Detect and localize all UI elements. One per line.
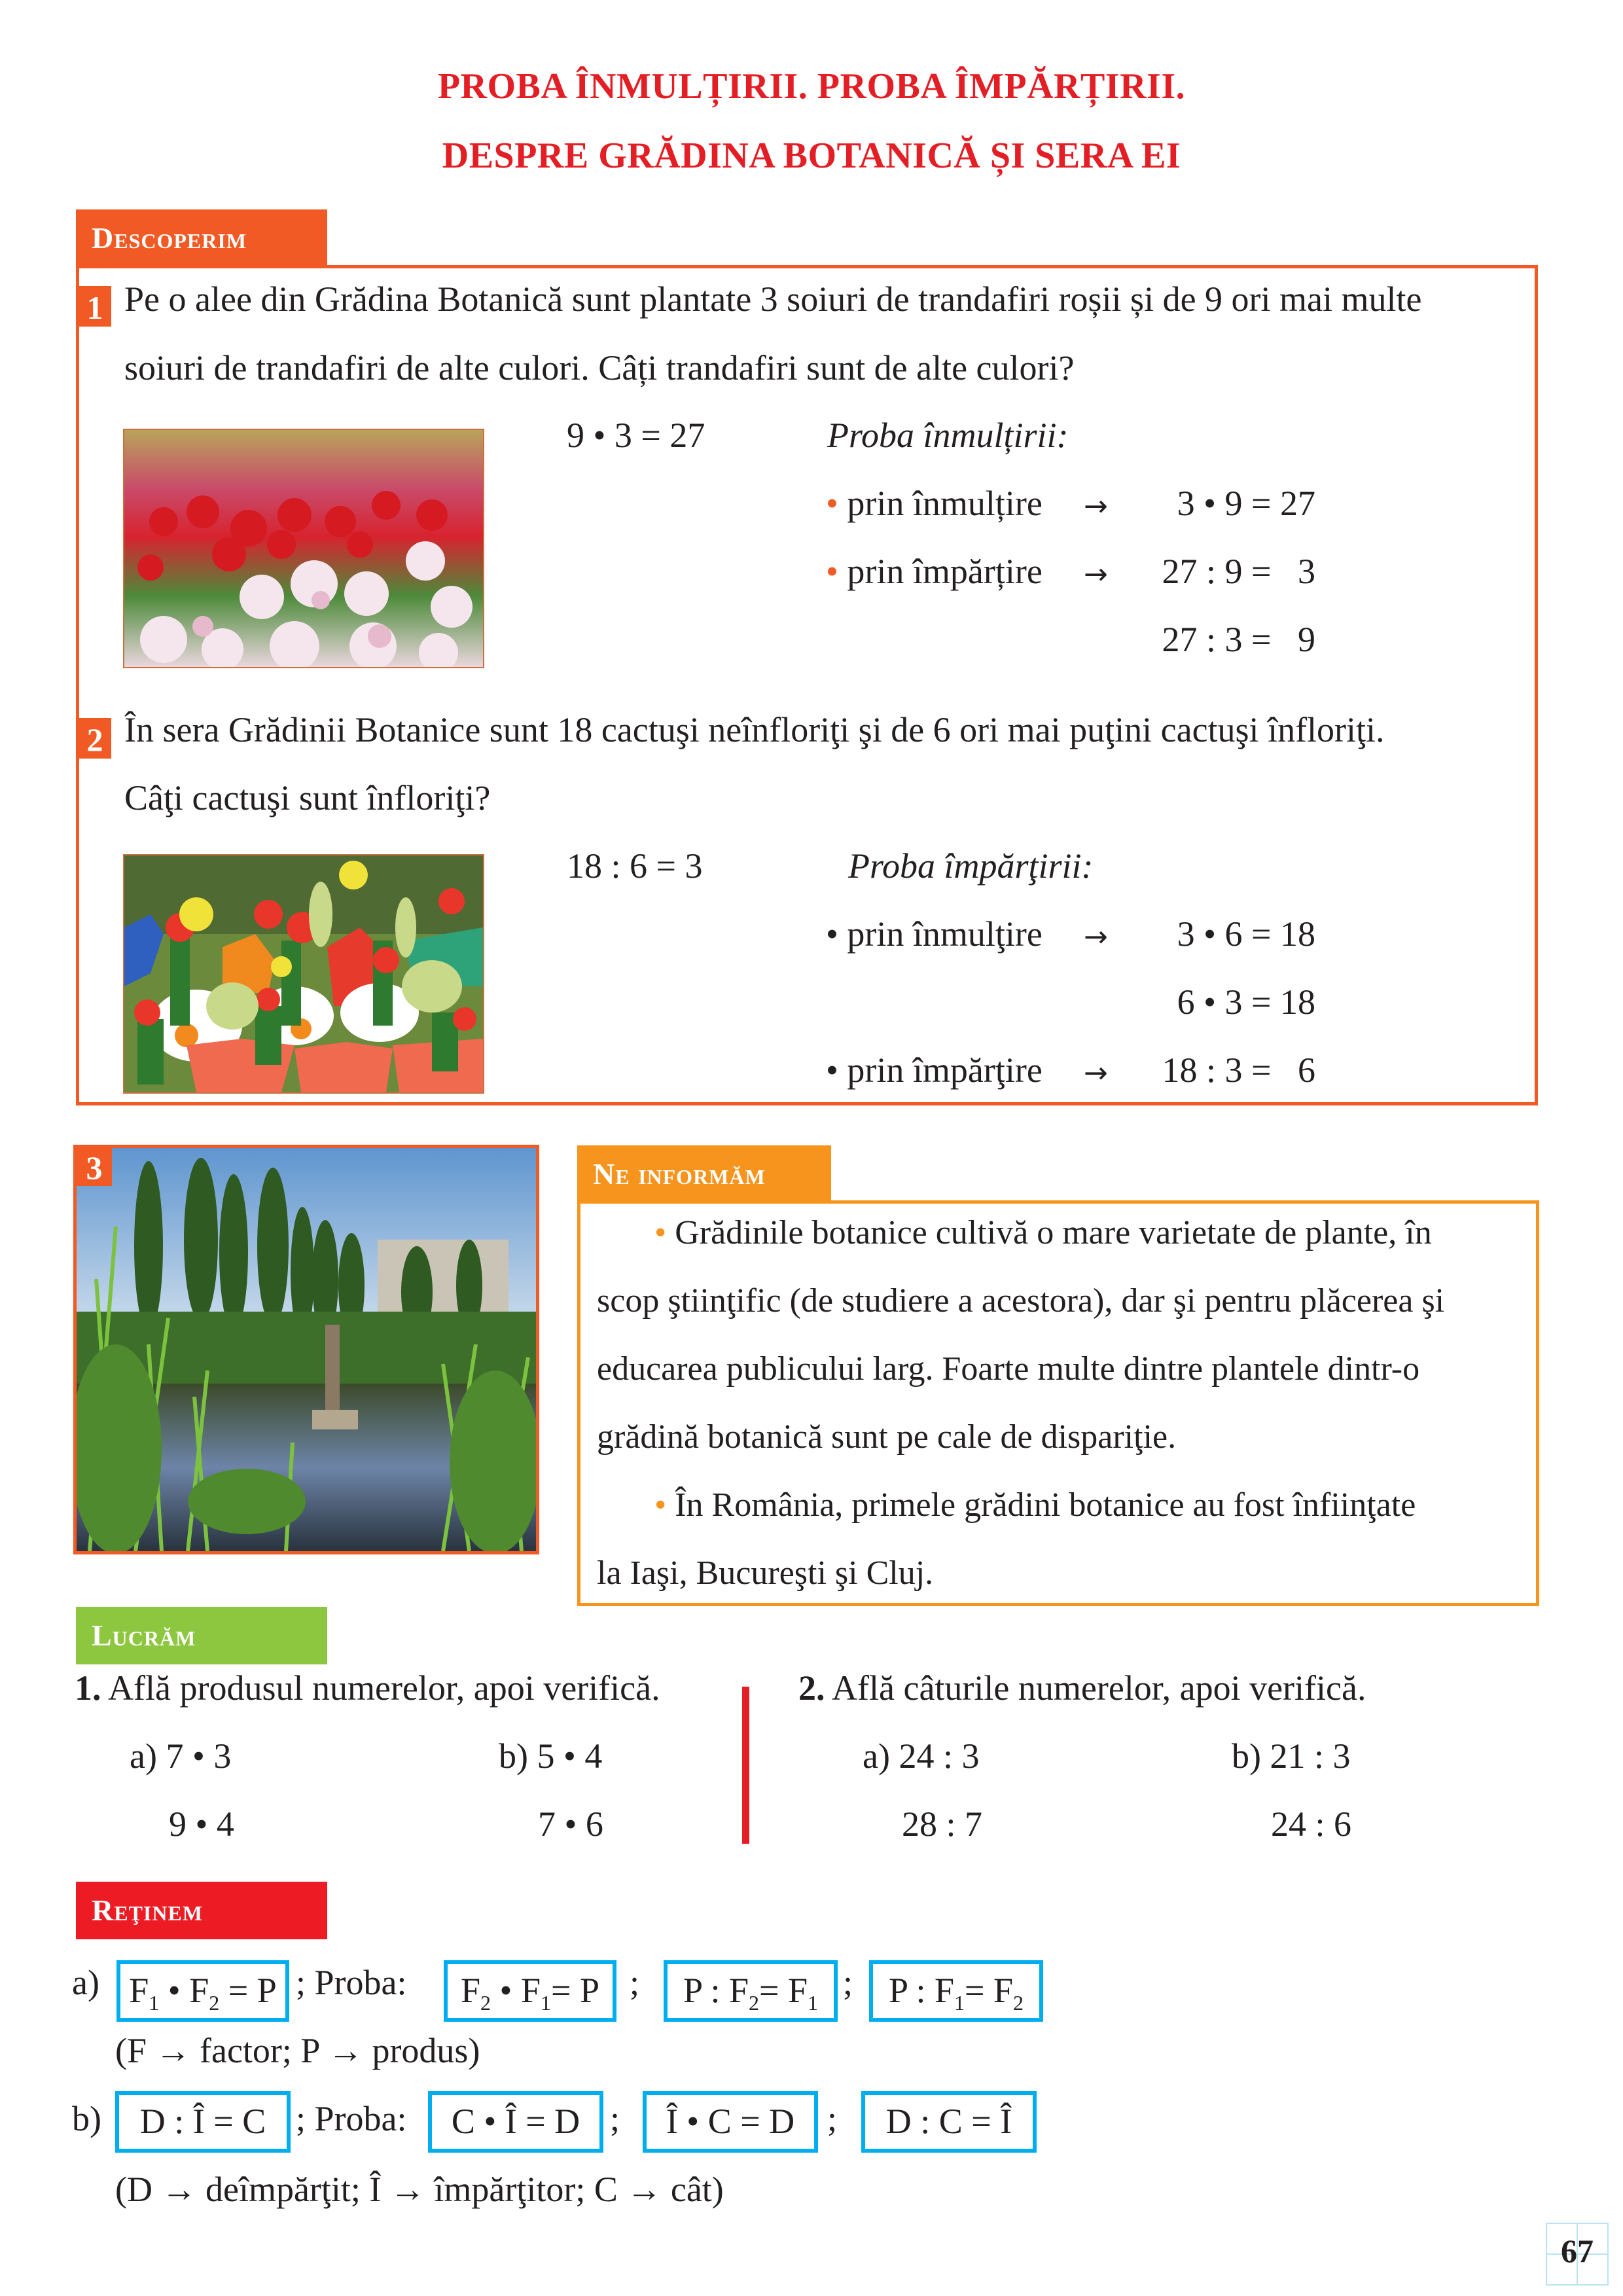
- retinem-b-legend: (D → deîmpărţit; Î → împărţitor; C → cât): [115, 2170, 724, 2209]
- formula-box-product: $F_1$ • $F_2 = P$: [116, 1960, 289, 2022]
- info-para-2-line-1: [654, 1488, 1416, 1522]
- problem-1-mult-check: [826, 486, 1043, 521]
- column-divider: [742, 1687, 749, 1844]
- arrow-right-icon: →: [1084, 558, 1108, 591]
- bullet-icon: •: [826, 914, 838, 954]
- separator: ;: [630, 1963, 640, 2002]
- info-text: În România, primele grădini botanice au fost înfiinţate: [675, 1486, 1416, 1524]
- exercise-1-b-item: 7 • 6: [538, 1804, 603, 1844]
- problem-2-text-line-1: În sera Grădinii Botanice sunt 18 cactuşi neînfloriţi şi de 6 ori mai puţini cactuşi înfloriţi.: [124, 710, 1385, 749]
- bullet-icon: •: [654, 1486, 675, 1524]
- exercise-2-b: [1232, 1738, 1351, 1774]
- arrow-right-icon: →: [1084, 1056, 1108, 1090]
- problem-1-div-label: prin împărțire: [847, 552, 1043, 591]
- retinem-a-proba-label: ; Proba:: [296, 1963, 407, 2002]
- exercise-1-prompt: [75, 1670, 660, 1706]
- botanical-garden-pond-photo: [73, 1145, 539, 1554]
- bullet-icon: •: [654, 1214, 675, 1251]
- retinem-a-legend: (F → factor; P → produs): [115, 2031, 480, 2070]
- separator: ;: [827, 2099, 838, 2138]
- problem-1-check-title: Proba înmulțirii:: [827, 416, 1069, 455]
- section-tag-lucram: Lucrăm: [76, 1607, 327, 1664]
- separator: ;: [610, 2099, 620, 2138]
- exercise-1-a-item: 7 • 3: [166, 1736, 232, 1776]
- problem-1-text-line-1: Pe o alee din Grădina Botanică sunt plantate 3 soiuri de trandafiri roșii și de 9 ori mai multe: [124, 279, 1422, 319]
- rose-garden-image: [124, 430, 483, 667]
- exercise-2-a: [863, 1738, 979, 1774]
- problem-2-solution: 18 : 6 = 3: [567, 846, 703, 886]
- problem-2-div-label: prin împărţire: [847, 1050, 1043, 1090]
- exercise-1-number: 1.: [75, 1668, 101, 1708]
- exercise-2-a-item: 28 : 7: [902, 1804, 983, 1844]
- exercise-2-text: Află câturile numerelor, apoi verifică.: [832, 1668, 1366, 1708]
- problem-1-badge: 1: [79, 286, 111, 327]
- exercise-2-a-item: 24 : 3: [899, 1736, 980, 1776]
- problem-1-div-check: [826, 554, 1043, 589]
- formula-box-divide-f1: P : $F_1= F_2$: [869, 1960, 1043, 2022]
- pond-image: [77, 1148, 536, 1551]
- problem-2-mult-check: [826, 916, 1043, 952]
- formula-box-quotient: D : Î = C: [115, 2091, 291, 2153]
- exercise-1-b-label: b): [499, 1736, 528, 1776]
- info-para-1-line-2: scop ştiinţific (de studiere a acestora), dar şi pentru plăcerea şi: [597, 1282, 1445, 1319]
- formula-box-divide-f2: P : $F_2= F_1$: [664, 1960, 838, 2022]
- section-tag-ne-informam: Ne informăm: [577, 1145, 831, 1203]
- info-para-1-line-3: educarea publicului larg. Foarte multe dintre plantele dintr-o: [597, 1350, 1420, 1388]
- arrow-right-icon: →: [1084, 920, 1108, 954]
- exercise-2-number: 2.: [798, 1668, 825, 1708]
- retinem-b-proba-label: ; Proba:: [296, 2099, 407, 2138]
- page-number: 67: [1561, 2233, 1594, 2269]
- section-tag-descoperim: Descoperim: [76, 209, 327, 267]
- exercise-1-text: Află produsul numerelor, apoi verifică.: [108, 1668, 660, 1708]
- exercise-2-a-label: a): [863, 1736, 890, 1776]
- problem-2-mult-eq-1: 3 • 6 = 18: [1177, 914, 1315, 954]
- problem-1-div-eq-2: 27 : 3 = 9: [1162, 620, 1315, 659]
- problem-1-mult-label: prin înmulțire: [847, 484, 1043, 523]
- exercise-1-a: [130, 1738, 231, 1774]
- exercise-1-b-item: 5 • 4: [537, 1736, 603, 1776]
- bullet-icon: •: [826, 552, 838, 591]
- problem-1-solution: 9 • 3 = 27: [567, 416, 705, 455]
- info-text: Grădinile botanice cultivă o mare varietate de plante, în: [675, 1214, 1432, 1251]
- rose-garden-photo: [123, 429, 484, 668]
- problem-1-text-line-2: soiuri de trandafiri de alte culori. Câți trandafiri sunt de alte culori?: [124, 348, 1075, 387]
- page-title-line-2: DESPRE GRĂDINA BOTANICĂ ȘI SERA EI: [442, 135, 1181, 176]
- info-para-2-line-2: la Iaşi, Bucureşti şi Cluj.: [597, 1554, 934, 1592]
- problem-1-mult-eq: 3 • 9 = 27: [1177, 484, 1315, 523]
- formula-box-check-mult-1: C • Î = D: [428, 2091, 603, 2153]
- exercise-2-b-item: 21 : 3: [1270, 1736, 1351, 1776]
- photo-3-badge: 3: [77, 1148, 112, 1186]
- formula-box-check-mult-2: Î • C = D: [643, 2091, 818, 2153]
- section-tag-retinem: Reţinem: [76, 1882, 327, 1939]
- problem-2-div-eq: 18 : 3 = 6: [1162, 1050, 1315, 1090]
- problem-2-div-check: [826, 1052, 1043, 1088]
- exercise-1-a-label: a): [130, 1736, 157, 1776]
- exercise-2-prompt: [798, 1670, 1366, 1706]
- page-title-line-1: PROBA ÎNMULȚIRII. PROBA ÎMPĂRȚIRII.: [437, 66, 1186, 107]
- formula-box-check-div: D : C = Î: [861, 2091, 1037, 2153]
- problem-1-div-eq-1: 27 : 9 = 3: [1162, 552, 1315, 591]
- cactus-image: [124, 855, 483, 1092]
- ne-informam-box: [577, 1200, 1539, 1606]
- bullet-icon: •: [826, 484, 838, 523]
- info-para-1-line-1: [654, 1216, 1432, 1250]
- exercise-2-b-item: 24 : 6: [1271, 1804, 1352, 1844]
- formula-box-commutative: $F_2$ • $F_1= P$: [444, 1960, 616, 2022]
- problem-2-badge: 2: [79, 718, 111, 759]
- problem-2-check-title: Proba împărţirii:: [848, 846, 1094, 886]
- info-para-1-line-4: grădină botanică sunt pe cale de dispariţie.: [597, 1418, 1177, 1456]
- bullet-icon: •: [826, 1050, 838, 1090]
- problem-2-mult-label: prin înmulţire: [847, 914, 1043, 954]
- arrow-right-icon: →: [1084, 490, 1108, 523]
- problem-2-text-line-2: Câţi cactuşi sunt înfloriţi?: [124, 778, 491, 817]
- exercise-2-b-label: b): [1232, 1736, 1261, 1776]
- retinem-b-label: b): [72, 2099, 101, 2138]
- separator: ;: [843, 1963, 853, 2002]
- exercise-1-a-item: 9 • 4: [169, 1804, 234, 1844]
- problem-2-mult-eq-2: 6 • 3 = 18: [1177, 982, 1315, 1022]
- exercise-1-b: [499, 1738, 602, 1774]
- retinem-a-label: a): [72, 1963, 99, 2002]
- cactus-pots-photo: [123, 854, 484, 1094]
